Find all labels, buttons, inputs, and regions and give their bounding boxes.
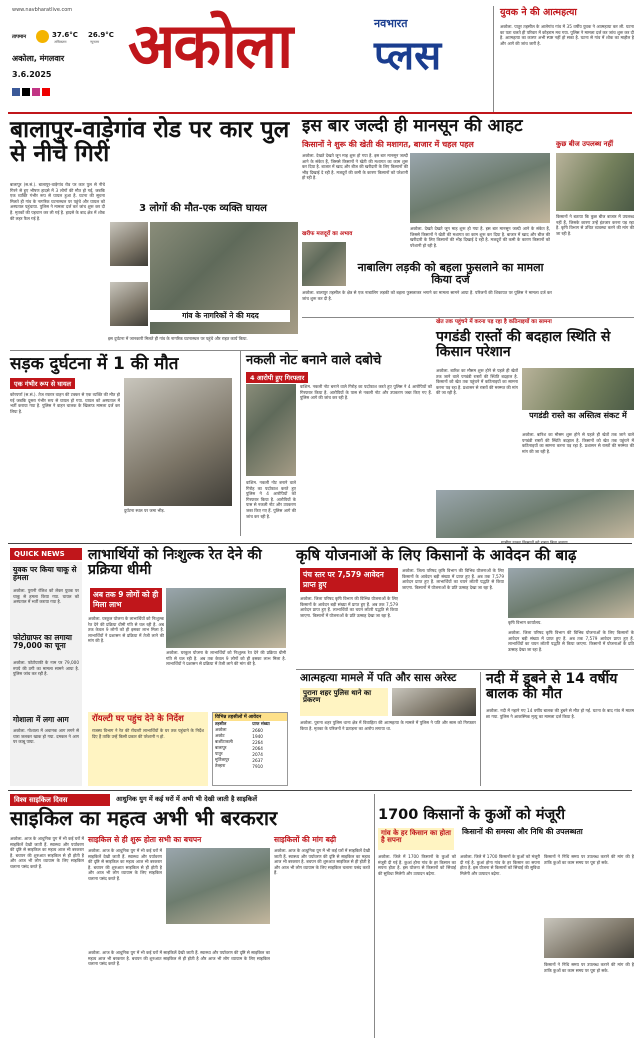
section-rule <box>8 790 632 791</box>
wells-side-head: किसानों की समस्या और निधि की उपलब्धता <box>462 827 583 836</box>
lead-headline: बालापुर-वाड़ेगांव रोड पर कार पुल से नीचे गिरी <box>10 117 290 168</box>
drowning-body: अकोला. नदी में नहाने गए 14 वर्षीय बालक की डूबने से मौत हो गई. घटना के बाद गांव में मातम छा गया. पुलिस ने आकस्मिक मृत्यु का मामला दर्ज किया है. <box>486 708 634 719</box>
brand-plus: प्लस <box>374 33 442 79</box>
cycle-body-2: अकोला. आज के आधुनिक युग में भी कई घरों में साइकिलें देखी जाती हैं. स्वास्थ्य और पर्यावरण की दृष्टि से साइकिल का महत्व आज भी बरकरार है. बचपन की शुरुआत साइकिल से ही होती है और आज भी लोग व्यायाम के लिए साइकिल चलाना पसंद करते हैं. <box>88 848 162 881</box>
suicide-case-body: अकोला. पुराना शहर पुलिस थाना क्षेत्र में विवाहिता की आत्महत्या के मामले में पुलिस ने पति और सास को गिरफ्तार किया है. मृतका के परिजनों ने प्रताड़ना का आरोप लगाया था. <box>300 720 476 731</box>
table-cell: 2074 <box>252 751 263 757</box>
accident-headline: सड़क दुर्घटना में 1 की मौत <box>10 354 179 374</box>
wells-side-body-2: किसानों ने निधि समय पर उपलब्ध कराने की मांग की है ताकि कुओं का काम समय पर पूरा हो सके. <box>544 962 634 973</box>
top-right-headline: युवक ने की आत्महत्या <box>500 7 577 18</box>
wells-body: अकोला. जिले में 1700 किसानों के कुओं को मंजूरी दी गई है. कुआं होना गांव के हर किसान का सपना होता है. इस योजना से किसानों को सिंचाई की सुविधा मिलेगी और उत्पादन बढ़ेगा. <box>378 854 456 876</box>
sun-icon <box>36 30 49 43</box>
table-cell: 2064 <box>252 745 263 751</box>
agri-photo <box>508 568 634 618</box>
agri-body-2: अकोला. जिला परिषद कृषि विभाग की विभिन्न योजनाओं के लिए किसानों के आवेदन बड़ी संख्या में प्राप्त हुए हैं. अब तक 7,579 आवेदन प्राप्त हुए हैं. लाभार्थियों का चयन लॉटरी पद्धति से किया जाएगा. किसानों में योजनाओं के प्रति उत्साह देखा जा रहा है. <box>402 568 504 590</box>
suicide-case-headline: आत्महत्या मामले में पति और सास अरेस्ट <box>300 672 457 684</box>
wells-body-2: अकोला. जिले में 1700 किसानों के कुओं को मंजूरी दी गई है. कुआं होना गांव के हर किसान का सपना होता है. इस योजना से किसानों को सिंचाई की सुविधा मिलेगी और उत्पादन बढ़ेगा. <box>460 854 540 876</box>
wells-subhead: गांव के हर किसान का होता है सपना <box>381 829 451 845</box>
x-icon[interactable] <box>22 88 30 96</box>
accident-photo <box>124 378 232 506</box>
table-cell: अकोला <box>215 727 227 732</box>
minor-photo <box>302 242 346 286</box>
brand-navbharat: नवभारत <box>374 17 408 30</box>
monsoon-side-head: कुछ बीज उपलब्ध नहीं <box>556 140 614 148</box>
temperature-block <box>12 30 122 46</box>
monsoon-subhead: किसानों ने शुरू की खेती की मशागत, बाजार में चहल पहल <box>302 140 474 149</box>
applications-table <box>212 712 288 786</box>
temp-max-label: अधिकतम <box>54 40 67 44</box>
quick-news-body-3: अकोला. गोशाला में अचानक आग लगने से चारा जलकर खाक हो गया. दमकल ने आग पर काबू पाया. <box>13 728 79 745</box>
table-cell: अकोट <box>215 733 225 738</box>
table-cell: बालापुर <box>215 745 227 750</box>
wells-photo <box>544 918 634 958</box>
temp-min-label: न्यूनतम <box>90 40 100 44</box>
farm-road-kicker: खेत तक पहुंचने में करना पड़ रहा है कठिनाइयों का सामना <box>436 319 552 325</box>
divider <box>240 350 241 536</box>
suicide-case-subhead: पुराना शहर पुलिस थाने का प्रकरण <box>303 689 372 705</box>
sand-photo <box>166 588 286 648</box>
monsoon-body: अकोला. देखते देखते जून माह शुरू हो गया है. इस बार मानसून जल्दी आने के संकेत हैं, जिससे किसानों ने खेती की मशागत का काम शुरू कर दिया है. बाजार में खाद और बीज की खरीदारी के लिए किसानों की भीड़ दिखाई दे रही है. मजदूरों की कमी के कारण किसानों को परेशानी हो रही है. <box>302 153 408 181</box>
masthead-title: अकोला <box>128 9 292 82</box>
temp-min: 26.9°C <box>88 31 114 39</box>
fake-notes-subhead: 4 आरोपी हुए गिरफ्तार <box>246 372 308 383</box>
farm-road-headline: पगडंडी रास्तों की बदहाल स्थिति से किसान परेशान <box>436 329 611 360</box>
minor-headline: नाबालिग लड़की को बहला फुसलाने का मामला किया दर्ज <box>357 261 544 286</box>
farm-road-photo-2 <box>436 490 634 538</box>
quick-news-title-2: फोटोग्राफर का लगाया 79,000 का चूना <box>13 633 72 650</box>
table-row <box>213 763 287 769</box>
lead-subhead: 3 लोगों की मौत-एक व्यक्ति घायल <box>139 203 267 214</box>
cycle-body: अकोला. आज के आधुनिक युग में भी कई घरों में साइकिलें देखी जाती हैं. स्वास्थ्य और पर्यावरण की दृष्टि से साइकिल का महत्व आज भी बरकरार है. बचपन की शुरुआत साइकिल से ही होती है और आज भी लोग व्यायाम के लिए साइकिल चलाना पसंद करते हैं. <box>10 836 84 869</box>
lead-photo-caption: इस दुर्घटना में जानकारी मिलते ही गांव के नागरिक घटनास्थल पर पहुंचे और राहत कार्य किया. <box>108 336 248 341</box>
youtube-icon[interactable] <box>42 88 50 96</box>
suicide-case-photo <box>392 688 476 716</box>
header-rule <box>8 112 632 114</box>
sand-body: अकोला. घरकुल योजना के लाभार्थियों को निःशुल्क रेत देने की प्रक्रिया धीमी गति से चल रही है. अब तक केवल 9 लोगों को ही इसका लाभ मिला है. लाभार्थियों ने प्रशासन से प्रक्रिया में तेजी लाने की मांग की है. <box>88 616 164 644</box>
lead-inset-photo-2 <box>110 282 148 326</box>
website-url[interactable]: www.navbharatlive.com <box>12 7 73 13</box>
fake-notes-body-2: वाशिम. नकली नोट बनाने वाले गिरोह का पर्दाफाश करते हुए पुलिस ने 4 आरोपियों को गिरफ्तार किया है. आरोपियों के पास से नकली नोट और उपकरण जब्त किए गए हैं. पुलिस आगे की जांच कर रही है. <box>246 480 296 519</box>
agri-body-3: अकोला. जिला परिषद कृषि विभाग की विभिन्न योजनाओं के लिए किसानों के आवेदन बड़ी संख्या में प्राप्त हुए हैं. अब तक 7,579 आवेदन प्राप्त हुए हैं. लाभार्थियों का चयन लॉटरी पद्धति से किया जाएगा. किसानों में योजनाओं के प्रति उत्साह देखा जा रहा है. <box>508 630 634 652</box>
table-title: विभिन्न तहसीलों में आवेदन <box>213 713 287 721</box>
quick-news-label: QUICK NEWS <box>10 548 82 560</box>
table-header: तहसील <box>215 721 227 726</box>
date: 3.6.2025 <box>12 70 52 79</box>
cycle-kicker: आधुनिक युग में कई घरों में अभी भी देखी जाती है साइकिलें <box>116 795 258 803</box>
table-cell: 2660 <box>252 727 263 733</box>
farm-road-body-2: अकोला. बारिश का मौसम शुरू होने से पहले ही खेतों तक जाने वाले पगडंडी रास्तों की स्थिति बदहाल है. किसानों को खेत तक पहुंचने में कठिनाइयों का सामना करना पड़ रहा है. प्रशासन से रास्तों की मरम्मत की मांग की जा रही है. <box>522 432 634 454</box>
fake-notes-photo <box>246 384 296 476</box>
quick-news-body-1: अकोला. पुरानी रंजिश को लेकर युवक पर चाकू से हमला किया गया. घायल को अस्पताल में भर्ती कराया गया है. <box>13 588 79 605</box>
divider <box>493 6 494 112</box>
quick-news-title-1: युवक पर किया चाकू से हमला <box>13 565 77 582</box>
divider <box>374 794 375 1038</box>
cycle-band: विश्व साइकिल दिवस <box>10 794 110 806</box>
divider <box>480 672 481 786</box>
farm-road-photo-caption: पगडंडी रास्ते का अस्तित्व संकट में <box>529 411 627 420</box>
agri-subhead: पंच स्तर पर 7,579 आवेदन प्राप्त हुए <box>300 568 398 592</box>
monsoon-sub2: खरीफ मजदूरों का अभाव <box>302 231 353 237</box>
sand-subhead: अब तक 9 लोगों को ही मिला लाभ <box>90 588 162 612</box>
cycle-sub1: साइकिल से ही शुरू होता सभी का बचपन <box>88 835 202 844</box>
divider <box>10 350 298 351</box>
wells-headline: 1700 किसानों के कुओं को मंजूरी <box>378 807 565 823</box>
accident-body: कोरपर्णा (स.सं.). तेज रफ्तार वाहन की टक्कर से एक व्यक्ति की मौत हो गई जबकि दूसरा गंभीर रूप से घायल हो गया. घायल को अस्पताल में भर्ती कराया गया है. पुलिस ने वाहन चालक के खिलाफ मामला दर्ज कर लिया है. <box>10 392 120 414</box>
table-cell: तेल्हारा <box>215 763 226 768</box>
accident-subhead: एक गंभीर रूप से घायल <box>10 378 75 389</box>
accident-photo-caption: दुर्घटना स्थल पर जमा भीड़. <box>124 508 165 513</box>
monsoon-side-body: किसानों ने बताया कि कुछ बीज बाजार में उपलब्ध नहीं हैं, जिसके कारण उन्हें इंतजार करना पड़ रहा है. कृषि विभाग से उचित व्यवस्था करने की मांग की जा रही है. <box>556 214 634 236</box>
table-cell: 2264 <box>252 739 263 745</box>
agri-headline: कृषि योजनाओं के लिए किसानों के आवेदन की बाढ़ <box>296 546 577 564</box>
cycle-body-3: अकोला. आज के आधुनिक युग में भी कई घरों में साइकिलें देखी जाती हैं. स्वास्थ्य और पर्यावरण की दृष्टि से साइकिल का महत्व आज भी बरकरार है. बचपन की शुरुआत साइकिल से ही होती है और आज भी लोग व्यायाम के लिए साइकिल चलाना पसंद करते हैं. <box>274 848 370 876</box>
lead-body: बालापुर (स.सं.). बालापुर-वाड़ेगांव रोड पर कार पुल से नीचे गिरने से हुए भीषण हादसे में 3 लोगों की मौत हो गई, जबकि एक व्यक्ति गंभीर रूप से घायल हुआ है. घटना की सूचना मिलते ही गांव के नागरिक घटनास्थल पर पहुंचे और घायल को अस्पताल पहुंचाया. पुलिस ने मामला दर्ज कर जांच शुरू कर दी है. मृतकों की पहचान कर ली गई है. हादसे के बाद क्षेत्र में शोक की लहर फैल गई है. <box>10 182 105 221</box>
farm-road-photo <box>522 368 634 410</box>
cycle-sub2: साइकिलों की मांग बढ़ी <box>274 835 337 844</box>
wells-side-body: किसानों ने निधि समय पर उपलब्ध कराने की मांग की है ताकि कुओं का काम समय पर पूरा हो सके. <box>544 854 634 865</box>
facebook-icon[interactable] <box>12 88 20 96</box>
monsoon-headline: इस बार जल्दी ही मानसून की आहट <box>302 116 523 136</box>
divider <box>296 669 634 670</box>
table-cell: पातुर <box>215 751 223 756</box>
cycle-photo <box>166 848 270 924</box>
royalty-headline: रॉयल्टी घर पहुंच देने के निर्देश <box>92 714 184 724</box>
agri-photo-caption: कृषि विभाग कार्यालय. <box>508 620 542 625</box>
table-cell: मूर्तिजापुर <box>215 757 230 762</box>
lead-caption: गांव के नागरिकों ने की मदद <box>182 311 259 320</box>
minor-body: अकोला. बालापुर तहसील के क्षेत्र से एक नाबालिग लड़की को बहला फुसलाकर भगाने का मामला सामने आया है. परिजनों की शिकायत पर पुलिस ने मामला दर्ज कर जांच शुरू कर दी है. <box>302 290 552 301</box>
quick-news-body-2: अकोला. फोटोग्राफी के नाम पर 79,000 रुपये की ठगी का मामला सामने आया है. पुलिस जांच कर रही है. <box>13 660 79 677</box>
table-cell: 7910 <box>252 763 263 769</box>
table-cell: 2637 <box>252 757 263 763</box>
cycle-headline: साइकिल का महत्व अभी भी बरकरार <box>10 806 278 830</box>
fake-notes-headline: नकली नोट बनाने वाले दबोचे <box>246 353 382 368</box>
sand-body-2: अकोला. घरकुल योजना के लाभार्थियों को निःशुल्क रेत देने की प्रक्रिया धीमी गति से चल रही है. अब तक केवल 9 लोगों को ही इसका लाभ मिला है. लाभार्थियों ने प्रशासन से प्रक्रिया में तेजी लाने की मांग की है. <box>166 650 286 667</box>
instagram-icon[interactable] <box>32 88 40 96</box>
table-header: प्राप्त संख्या <box>252 721 270 726</box>
city-day: अकोला, मंगलवार <box>12 54 65 63</box>
monsoon-side-photo <box>556 153 634 211</box>
monsoon-body-cont: अकोला. देखते देखते जून माह शुरू हो गया है. इस बार मानसून जल्दी आने के संकेत हैं, जिससे किसानों ने खेती की मशागत का काम शुरू कर दिया है. बाजार में खाद और बीज की खरीदारी के लिए किसानों की भीड़ दिखाई दे रही है. मजदूरों की कमी के कारण किसानों को परेशानी हो रही है. <box>410 226 550 248</box>
fake-notes-body: वाशिम. नकली नोट बनाने वाले गिरोह का पर्दाफाश करते हुए पुलिस ने 4 आरोपियों को गिरफ्तार किया है. आरोपियों के पास से नकली नोट और उपकरण जब्त किए गए हैं. पुलिस आगे की जांच कर रही है. <box>300 384 432 401</box>
drowning-headline: नदी में डूबने से 14 वर्षीय बालक की मौत <box>486 671 618 702</box>
top-right-body: अकोला. पातुर तहसील के आलेगांव गांव में 35 वर्षीय युवक ने आत्महत्या कर ली. घटना का पता चलते ही परिवार में कोहराम मच गया. पुलिस ने मामला दर्ज कर जांच शुरू कर दी है. आत्महत्या का कारण अभी स्पष्ट नहीं हो सका है. घटना से गांव में शोक का माहौल है और आगे की जांच जारी है. <box>500 24 634 46</box>
temp-max: 37.6°C <box>52 31 78 39</box>
agri-body: अकोला. जिला परिषद कृषि विभाग की विभिन्न योजनाओं के लिए किसानों के आवेदन बड़ी संख्या में प्राप्त हुए हैं. अब तक 7,579 आवेदन प्राप्त हुए हैं. लाभार्थियों का चयन लॉटरी पद्धति से किया जाएगा. किसानों में योजनाओं के प्रति उत्साह देखा जा रहा है. <box>300 596 398 618</box>
temp-label: तापमान <box>12 34 27 40</box>
table-cell: 1940 <box>252 733 263 739</box>
farm-road-body: अकोला. बारिश का मौसम शुरू होने से पहले ही खेतों तक जाने वाले पगडंडी रास्तों की स्थिति बदहाल है. किसानों को खेत तक पहुंचने में कठिनाइयों का सामना करना पड़ रहा है. प्रशासन से रास्तों की मरम्मत की मांग की जा रही है. <box>436 368 518 396</box>
table-cell: बार्शीटाकली <box>215 739 233 744</box>
cycle-body-4: अकोला. आज के आधुनिक युग में भी कई घरों में साइकिलें देखी जाती हैं. स्वास्थ्य और पर्यावरण की दृष्टि से साइकिल का महत्व आज भी बरकरार है. बचपन की शुरुआत साइकिल से ही होती है और आज भी लोग व्यायाम के लिए साइकिल चलाना पसंद करते हैं. <box>88 950 270 967</box>
quick-news-title-3: गोशाला में लगा आग <box>13 715 69 724</box>
section-rule <box>8 543 632 544</box>
divider <box>302 317 634 318</box>
monsoon-photo-1 <box>410 153 550 223</box>
royalty-body: राजस्व विभाग ने रेत की रॉयल्टी लाभार्थियों के घर तक पहुंचाने के निर्देश दिए हैं ताकि उन्हें किसी प्रकार की परेशानी न हो. <box>92 728 204 739</box>
sand-headline: लाभार्थियों को निःशुल्क रेत देने की प्रक्रिया धीमी <box>88 547 262 578</box>
lead-inset-photo-1 <box>110 222 148 266</box>
